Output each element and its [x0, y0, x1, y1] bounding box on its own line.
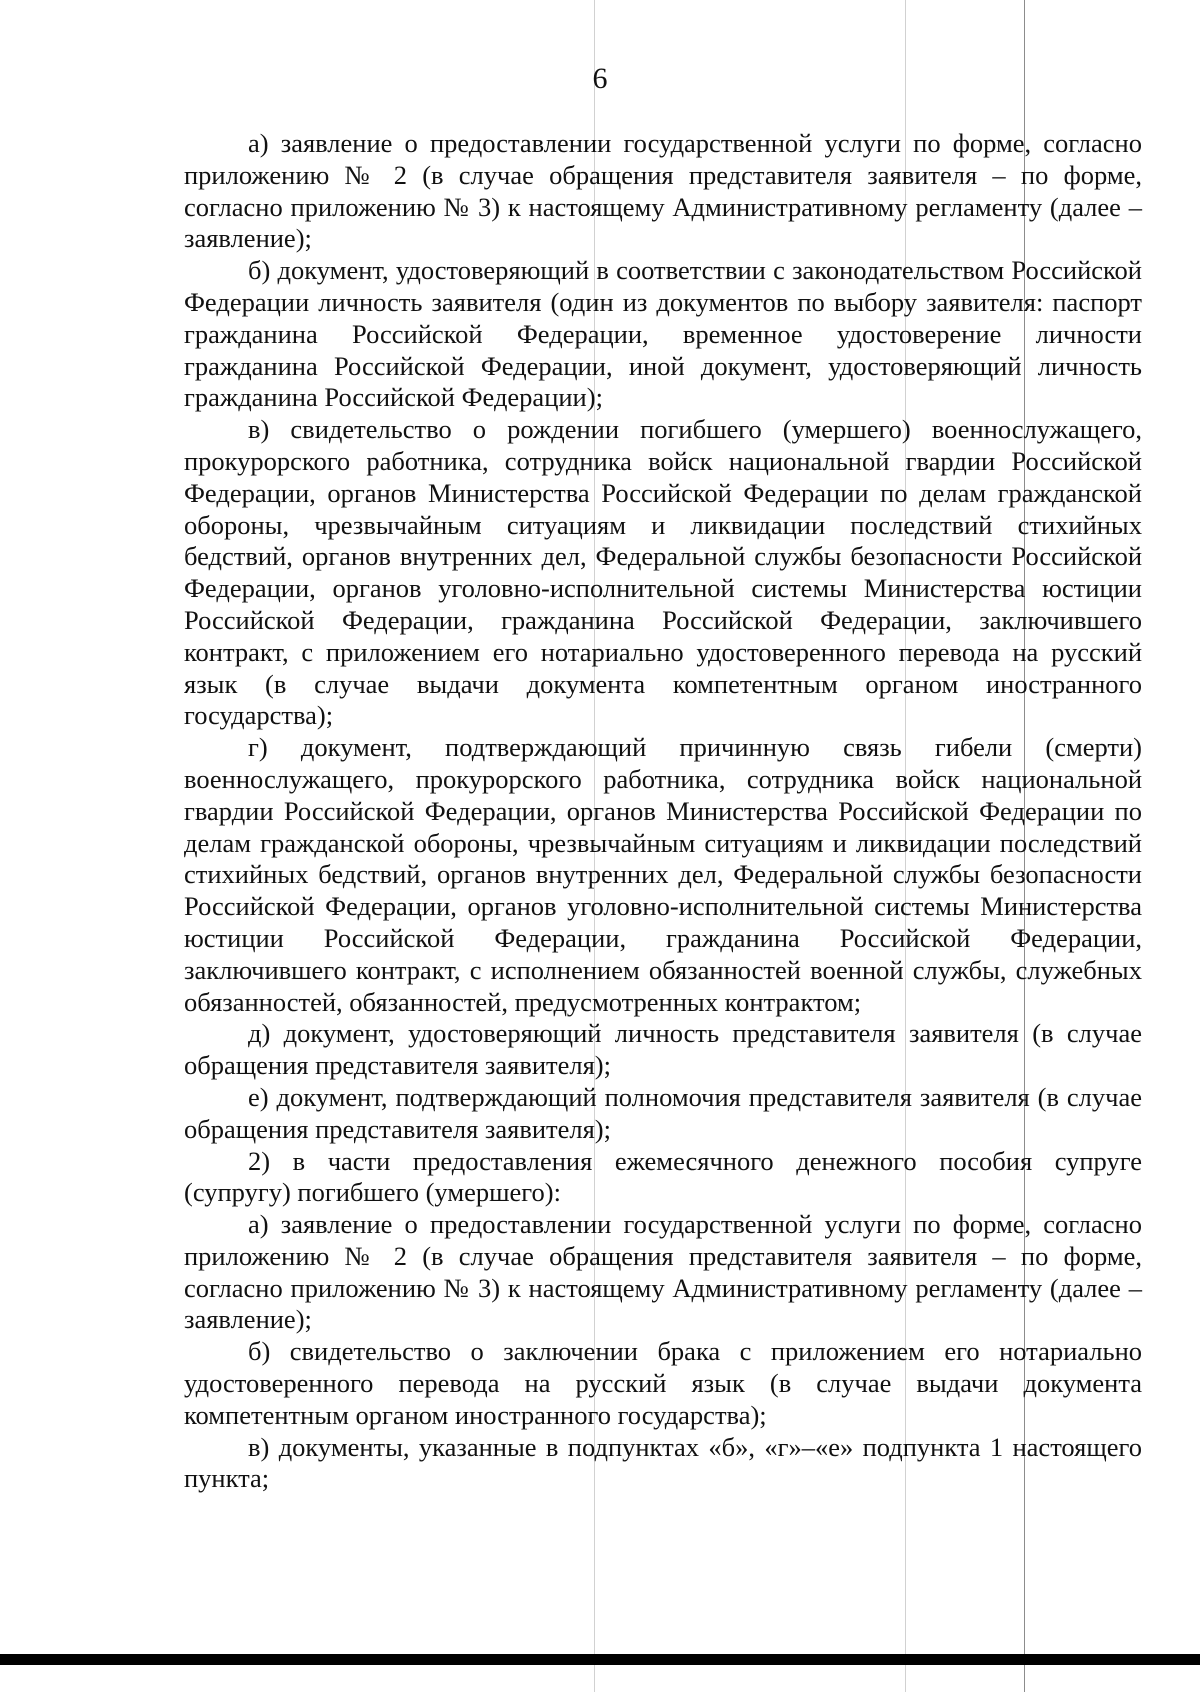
paragraph: г) документ, подтверждающий причинную связь гибели (смерти) военнослужащего, прокурорского работника, сотрудника войск национальной гвардии Российской Федерации, органов Министерства Российской Федерации по делам гражданской обороны, чрезвычайным ситуациям и ликвидации последствий стихийных бедствий, органов внутренних дел, Федеральной службы безопасности Российской Федерации, органов уголовно-исполнительной системы Министерства юстиции Российской Федерации, гражданина Российской Федерации, заключившего контракт, с исполнением обязанностей военной службы, служебных обязанностей, обязанностей, предусмотренных контрактом; — [184, 732, 1142, 1017]
paragraph: б) свидетельство о заключении брака с приложением его нотариально удостоверенного перевода на русский язык (в случае выдачи документа компетентным органом иностранного государства); — [184, 1336, 1142, 1430]
paragraph: а) заявление о предоставлении государственной услуги по форме, согласно приложению № 2 (в случае обращения представителя заявителя – по форме, согласно приложению № 3) к настоящему Административному регламенту (далее – заявление); — [184, 128, 1142, 254]
paragraph: е) документ, подтверждающий полномочия представителя заявителя (в случае обращения представителя заявителя); — [184, 1081, 1142, 1144]
paragraph: в) свидетельство о рождении погибшего (умершего) военнослужащего, прокурорского работника, сотрудника войск национальной гвардии Российской Федерации, органов Министерства Российской Федерации по делам гражданской обороны, чрезвычайным ситуациям и ликвидации последствий стихийных бедствий, органов внутренних дел, Федеральной службы безопасности Российской Федерации, органов уголовно-исполнительной системы Министерства юстиции Российской Федерации, гражданина Российской Федерации, заключившего контракт, с приложением его нотариально удостоверенного перевода на русский язык (в случае выдачи документа компетентным органом иностранного государства); — [184, 414, 1142, 731]
paragraph: б) документ, удостоверяющий в соответствии с законодательством Российской Федерации личность заявителя (один из документов по выбору заявителя: паспорт гражданина Российской Федерации, временное удостоверение личности гражданина Российской Федерации, иной документ, удостоверяющий личность гражданина Российской Федерации); — [184, 255, 1142, 413]
scan-bottom-bar — [0, 1654, 1200, 1665]
document-body — [184, 128, 1142, 1495]
paragraph: 2) в части предоставления ежемесячного денежного пособия супруге (супругу) погибшего (умершего): — [184, 1145, 1142, 1208]
paragraph: а) заявление о предоставлении государственной услуги по форме, согласно приложению № 2 (в случае обращения представителя заявителя – по форме, согласно приложению № 3) к настоящему Административному регламенту (далее – заявление); — [184, 1209, 1142, 1335]
paragraph: д) документ, удостоверяющий личность представителя заявителя (в случае обращения представителя заявителя); — [184, 1018, 1142, 1081]
paragraph: в) документы, указанные в подпунктах «б», «г»–«е» подпункта 1 настоящего пункта; — [184, 1431, 1142, 1494]
page-number: 6 — [592, 62, 608, 95]
